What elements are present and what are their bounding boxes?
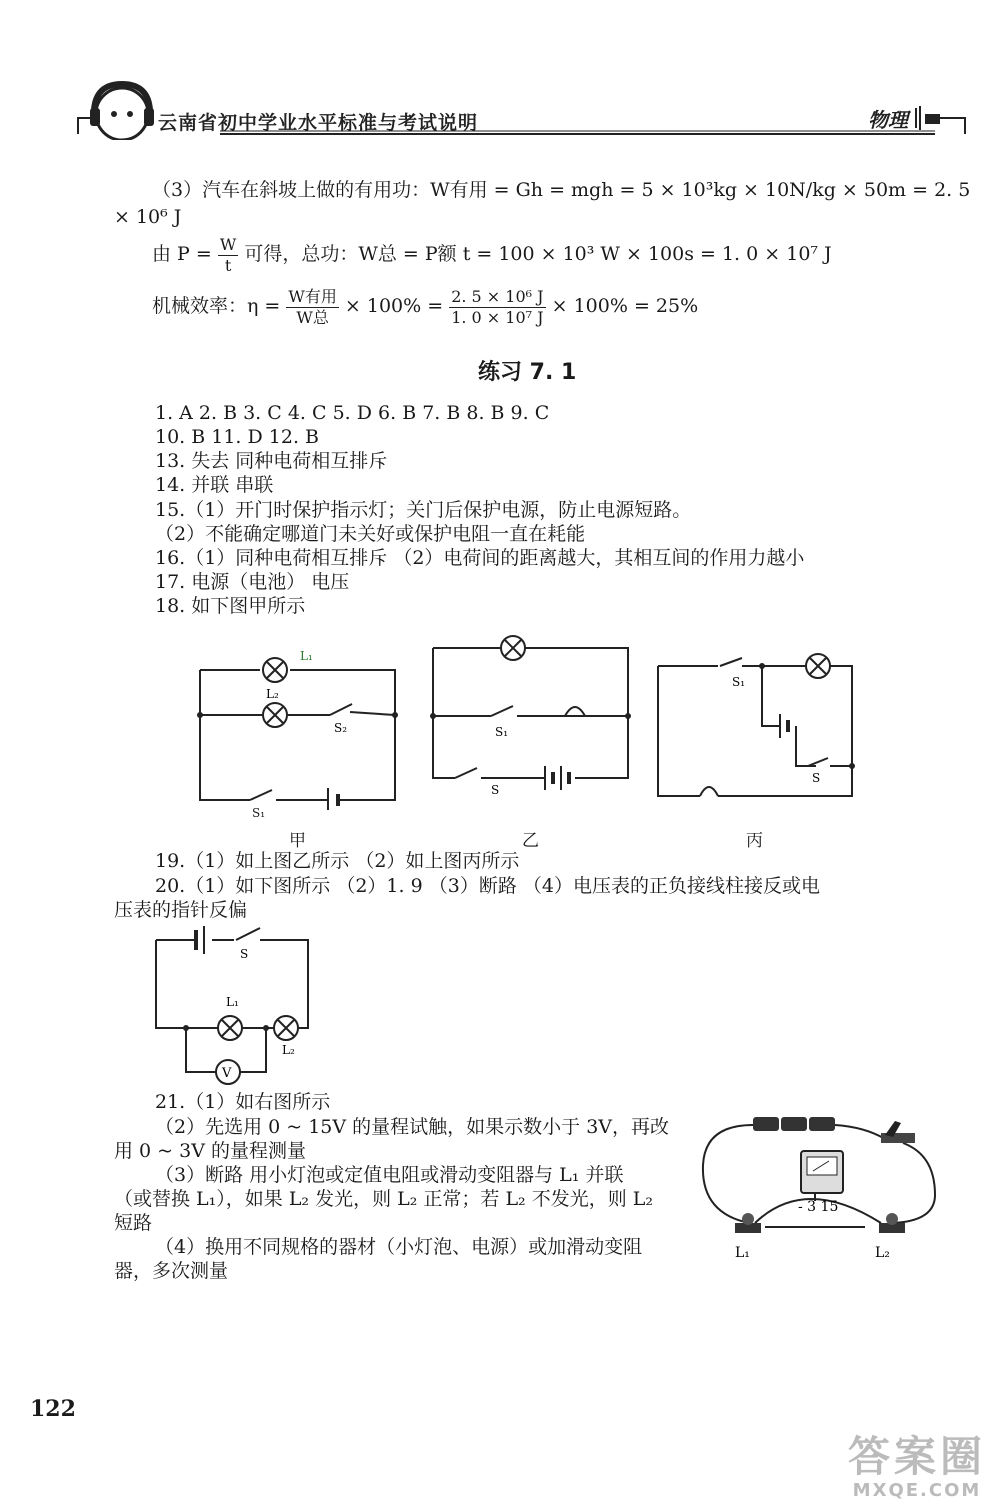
battery-pack-icon xyxy=(753,1117,835,1131)
answer-21-line: （或替换 L₁），如果 L₂ 发光，则 L₂ 正常；若 L₂ 不发光，则 L₂ xyxy=(114,1188,653,1210)
label-L2: L₂ xyxy=(875,1245,890,1261)
section-title: 练习 7. 1 xyxy=(478,360,577,385)
power-fraction xyxy=(218,235,238,276)
efficiency-fraction-2 xyxy=(449,287,545,328)
fraction-numerator: 2. 5 × 10⁶ J xyxy=(451,286,544,306)
bulb-L1-icon xyxy=(735,1213,761,1233)
answer-21-line: 用 0 ~ 3V 的量程测量 xyxy=(114,1140,306,1162)
caption-bing: 丙 xyxy=(746,831,763,851)
circuit-voltmeter xyxy=(148,920,318,1090)
watermark-url: MXQE.COM xyxy=(852,1480,982,1501)
caption-yi: 乙 xyxy=(522,831,539,851)
knife-switch-icon xyxy=(881,1121,915,1143)
bulb-L2-icon xyxy=(879,1213,905,1233)
power-formula-prefix: 由 P = xyxy=(152,243,212,265)
circuit-bing xyxy=(650,650,860,805)
answer-line: （2）不能确定哪道门未关好或保护电阻一直在耗能 xyxy=(155,523,586,545)
solution-line-1: （3）汽车在斜坡上做的有用功：W有用 = Gh = mgh = 5 × 10³kg × 10N/kg × 50m = 2. 5 xyxy=(152,179,971,201)
circuit-yi xyxy=(425,630,635,800)
solution-line-4 xyxy=(152,284,698,328)
label-S: S xyxy=(240,947,249,961)
answer-21-line: （2）先选用 0 ~ 15V 的量程试触，如果示数小于 3V，再改 xyxy=(155,1116,670,1138)
answer-20-line-1: 20.（1）如下图所示 （2）1. 9 （3）断路 （4）电压表的正负接线柱接反或电 xyxy=(155,875,820,897)
label-S: S xyxy=(812,771,821,785)
answer-21-line: （3）断路 用小灯泡或定值电阻或滑动变阻器与 L₁ 并联 xyxy=(155,1164,624,1186)
physical-circuit xyxy=(695,1105,950,1275)
efficiency-mid: × 100% = xyxy=(344,295,444,317)
label-S1: S₁ xyxy=(732,675,746,689)
answer-21-line: 21.（1）如右图所示 xyxy=(155,1091,331,1113)
solution-line-3 xyxy=(152,232,832,276)
answer-21-line: （4）换用不同规格的器材（小灯泡、电源）或加滑动变阻 xyxy=(155,1236,643,1258)
meter-terminals-label: - 3 15 xyxy=(798,1199,839,1215)
watermark xyxy=(848,1434,986,1501)
solution-line-2: × 10⁶ J xyxy=(114,206,182,228)
header-subject: 物理 xyxy=(868,108,908,132)
voltmeter-label: V xyxy=(222,1066,232,1081)
caption-jia: 甲 xyxy=(289,831,306,851)
watermark-logo: 答案圈 xyxy=(847,1432,986,1481)
label-S1: S₁ xyxy=(495,725,509,739)
label-L1: L₁ xyxy=(735,1245,750,1261)
fraction-denominator: W总 xyxy=(296,307,329,327)
efficiency-prefix: 机械效率：η = xyxy=(152,295,281,317)
efficiency-result: × 100% = 25% xyxy=(551,295,699,317)
answer-21-line: 短路 xyxy=(114,1212,153,1234)
label-S: S xyxy=(491,783,500,797)
label-S2: S₂ xyxy=(334,721,348,735)
label-L2: L₂ xyxy=(282,1043,295,1057)
answer-21-line: 器，多次测量 xyxy=(114,1260,229,1282)
fraction-denominator: t xyxy=(224,255,232,275)
page-number: 122 xyxy=(30,1396,76,1422)
answer-line: 17. 电源（电池） 电压 xyxy=(155,571,350,593)
label-S1: S₁ xyxy=(252,806,266,820)
label-L1: L₁ xyxy=(226,995,239,1009)
answer-line: 15.（1）开门时保护指示灯；关门后保护电源，防止电源短路。 xyxy=(155,499,692,521)
fraction-numerator: W有用 xyxy=(288,286,337,306)
answer-line: 1. A 2. B 3. C 4. C 5. D 6. B 7. B 8. B 9. C xyxy=(155,402,550,424)
efficiency-fraction-1 xyxy=(286,287,338,328)
header-title: 云南省初中学业水平标准与考试说明 xyxy=(158,112,479,134)
fraction-denominator: 1. 0 × 10⁷ J xyxy=(451,307,544,327)
voltmeter-icon xyxy=(801,1151,843,1193)
answer-line: 16.（1）同种电荷相互排斥 （2）电荷间的距离越大，其相互间的作用力越小 xyxy=(155,547,805,569)
fraction-numerator: W xyxy=(219,234,237,254)
label-L1: L₁ xyxy=(300,649,313,663)
answer-20-line-2: 压表的指针反偏 xyxy=(114,899,248,921)
answer-line: 14. 并联 串联 xyxy=(155,474,274,496)
answer-line: 13. 失去 同种电荷相互排斥 xyxy=(155,450,388,472)
answer-line: 18. 如下图甲所示 xyxy=(155,595,306,617)
answer-line: 10. B 11. D 12. B xyxy=(155,426,320,448)
total-work-text: 可得，总功：W总 = P额 t = 100 × 10³ W × 100s = 1. 0 × 10⁷ J xyxy=(244,243,832,265)
answer-19: 19.（1）如上图乙所示 （2）如上图丙所示 xyxy=(155,850,520,872)
circuit-jia xyxy=(190,640,420,810)
label-L2: L₂ xyxy=(266,687,279,701)
